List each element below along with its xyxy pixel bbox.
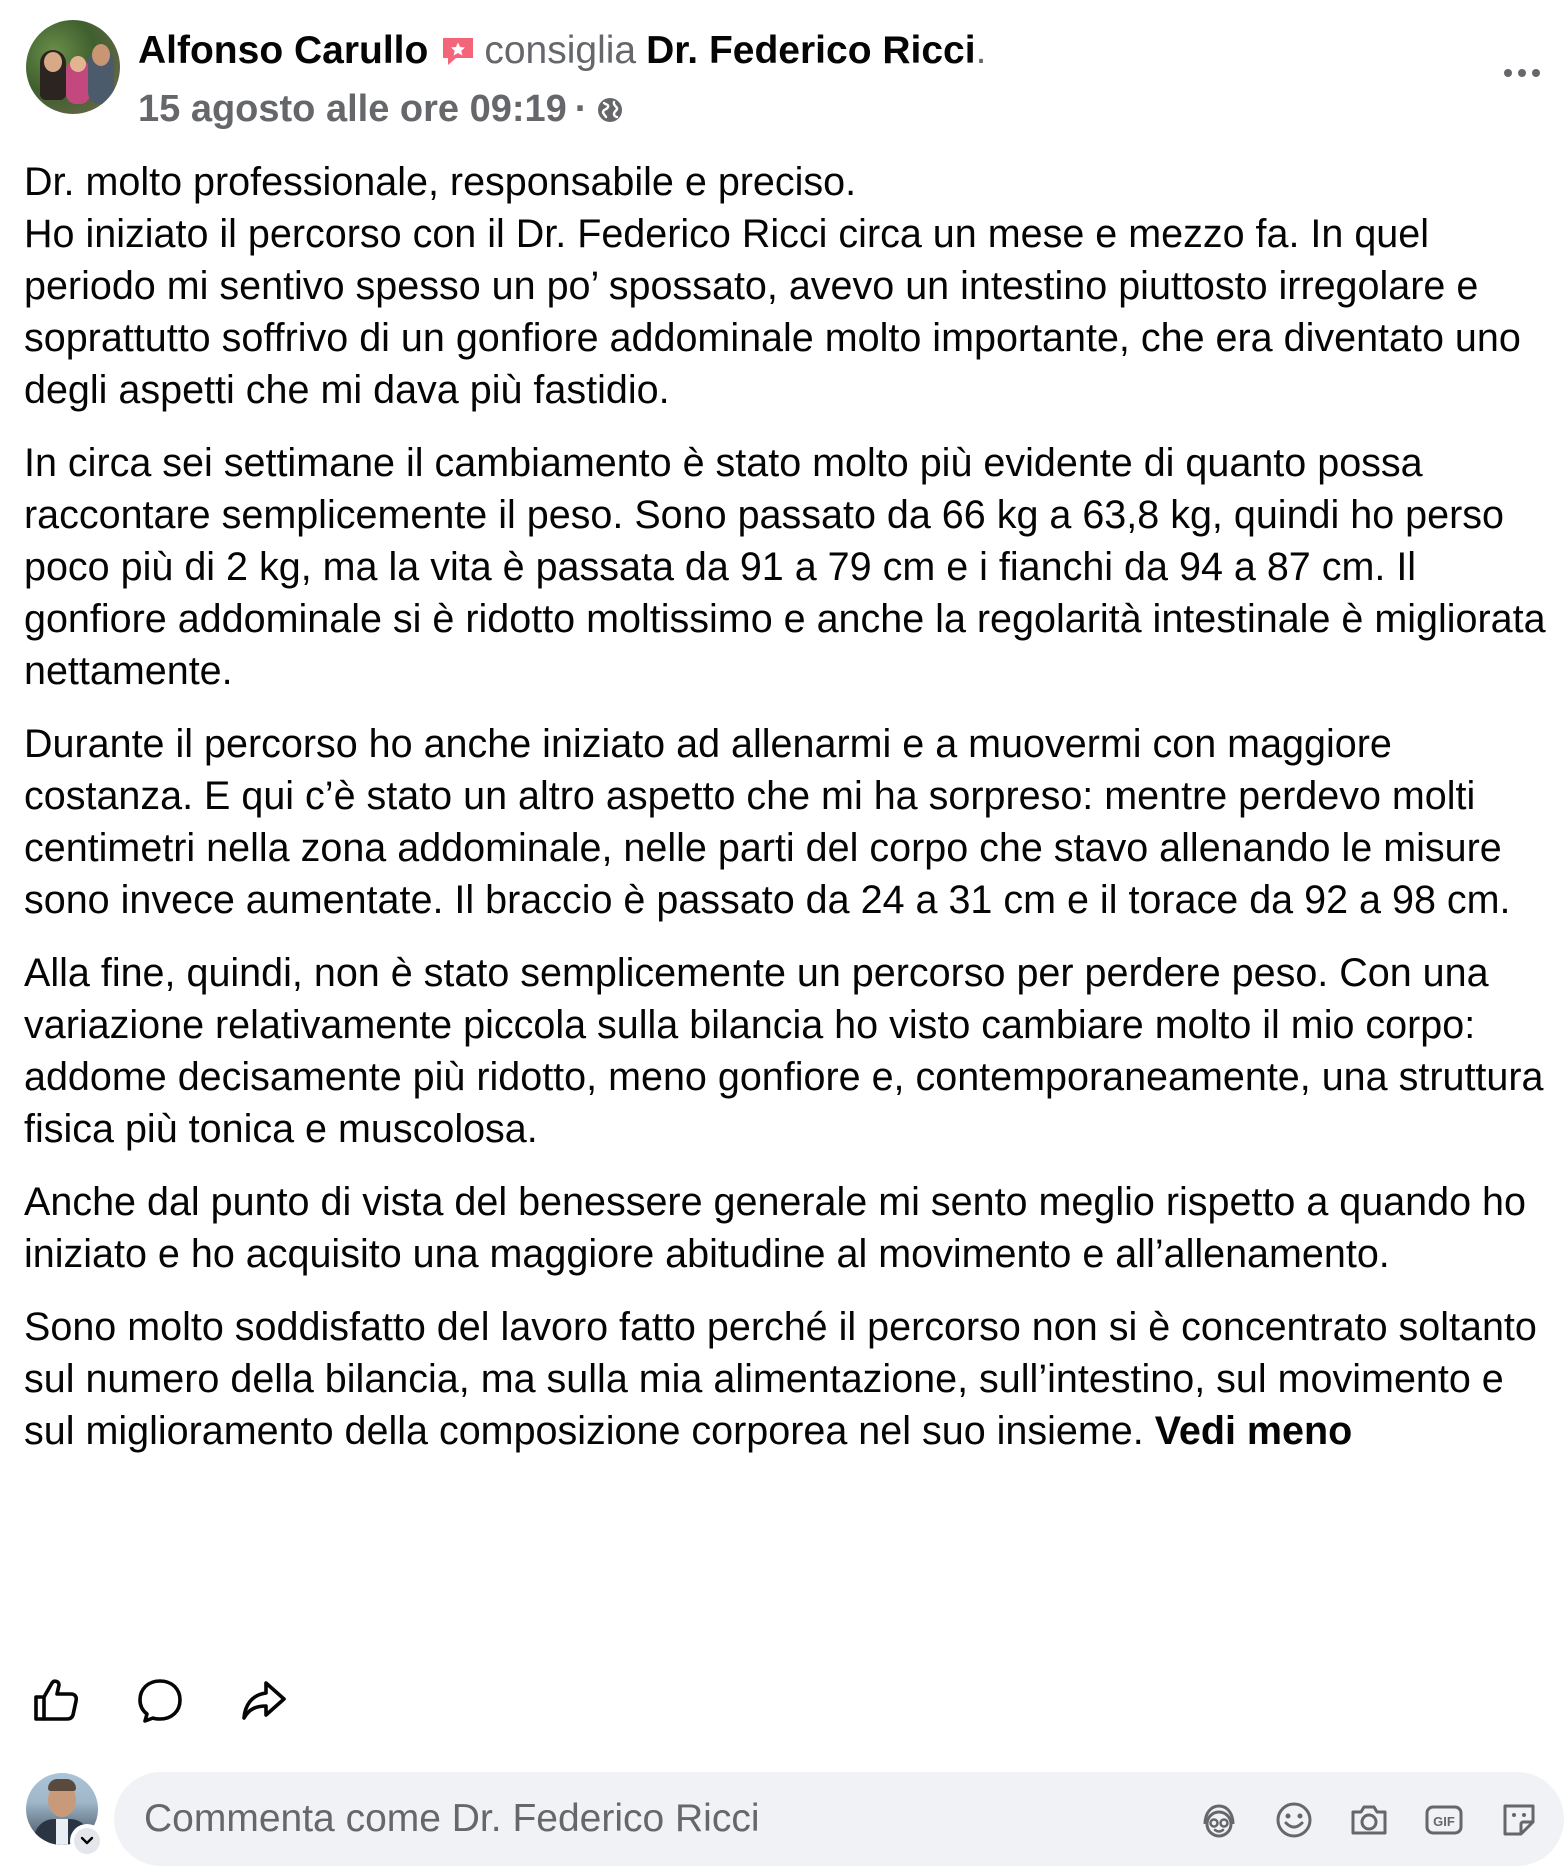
comment-bubble-icon[interactable] (134, 1675, 186, 1727)
share-arrow-icon[interactable] (238, 1675, 290, 1727)
paragraph-line: Anche dal punto di vista del benessere generale mi sento meglio rispetto a quando ho iniziato e ho acquisito una maggiore abitudine al movimento e all’allenamento. (24, 1180, 1526, 1276)
gif-icon[interactable] (1422, 1798, 1466, 1842)
author-avatar[interactable] (26, 20, 120, 114)
paragraph-3 (24, 718, 1554, 926)
comment-placeholder: Commenta come Dr. Federico Ricci (144, 1797, 760, 1840)
avatar-sticker-icon[interactable] (1197, 1798, 1241, 1842)
more-dot (1532, 69, 1540, 77)
paragraph-line: Ho iniziato il percorso con il Dr. Federico Ricci circa un mese e mezzo fa. In quel periodo mi sentivo spesso un po’ spossato, avevo un intestino piuttosto irregolare e soprattutto soffrivo di un gonfiore addominale molto importante, che era diventato uno degli aspetti che mi dava più fastidio. (24, 212, 1521, 412)
switch-profile-button[interactable] (72, 1826, 102, 1856)
chevron-down-icon (79, 1835, 95, 1847)
more-horizontal-icon (1504, 69, 1512, 77)
more-dot (1518, 69, 1526, 77)
svg-text:GIF: GIF (1433, 1814, 1455, 1829)
paragraph-1 (24, 156, 1554, 416)
more-options-button[interactable] (1494, 58, 1550, 88)
paragraph-6 (24, 1301, 1554, 1457)
thumbs-up-icon[interactable] (30, 1675, 82, 1727)
post-timestamp[interactable]: 15 agosto alle ore 09:19 (138, 88, 567, 130)
emoji-icon[interactable] (1272, 1798, 1316, 1842)
author-name[interactable]: Alfonso Carullo (138, 29, 429, 72)
sticker-icon[interactable] (1497, 1798, 1541, 1842)
post-meta (138, 84, 625, 134)
recommended-page-name[interactable]: Dr. Federico Ricci (646, 29, 976, 72)
comment-input[interactable] (114, 1772, 1564, 1866)
paragraph-line: Alla fine, quindi, non è stato semplicemente un percorso per perdere peso. Con una variazione relativamente piccola sulla bilancia ho visto cambiare molto il mio corpo: addome decisamente più ridotto, meno gonfiore e, contemporaneamente, una struttura fisica più tonica e muscolosa. (24, 951, 1544, 1151)
camera-icon[interactable] (1347, 1798, 1391, 1842)
recommendation-badge-icon (440, 30, 476, 62)
recommend-verb: consiglia (484, 29, 637, 72)
header-period: . (975, 29, 987, 72)
paragraph-line: Dr. molto professionale, responsabile e preciso. (24, 160, 857, 204)
paragraph-4 (24, 947, 1554, 1155)
see-less-link[interactable]: Vedi meno (1154, 1409, 1353, 1453)
globe-icon[interactable] (595, 88, 625, 118)
paragraph-line: Durante il percorso ho anche iniziato ad allenarmi e a muovermi con maggiore costanza. E qui c’è stato un altro aspetto che mi ha sorpreso: mentre perdevo molti centimetri nella zona addominale, nelle parti del corpo che stavo allenando le misure sono invece aumentate. Il braccio è passato da 24 a 31 cm e il torace da 92 a 98 cm. (24, 722, 1511, 922)
post-header (138, 26, 986, 76)
paragraph-line: Sono molto soddisfatto del lavoro fatto perché il percorso non si è concentrato soltanto sul numero della bilancia, ma sulla mia alimentazione, sull’intestino, sul movimento e sul miglioramento della composizione corporea nel suo insieme. (24, 1305, 1537, 1453)
meta-separator: · (574, 88, 588, 130)
paragraph-2 (24, 437, 1554, 697)
paragraph-5 (24, 1176, 1554, 1280)
paragraph-line: In circa sei settimane il cambiamento è stato molto più evidente di quanto possa raccontare semplicemente il peso. Sono passato da 66 kg a 63,8 kg, quindi ho perso poco più di 2 kg, ma la vita è passata da 91 a 79 cm e i fianchi da 94 a 87 cm. Il gonfiore addominale si è ridotto moltissimo e anche la regolarità intestinale è migliorata nettamente. (24, 441, 1546, 693)
post-text (24, 156, 1554, 1478)
